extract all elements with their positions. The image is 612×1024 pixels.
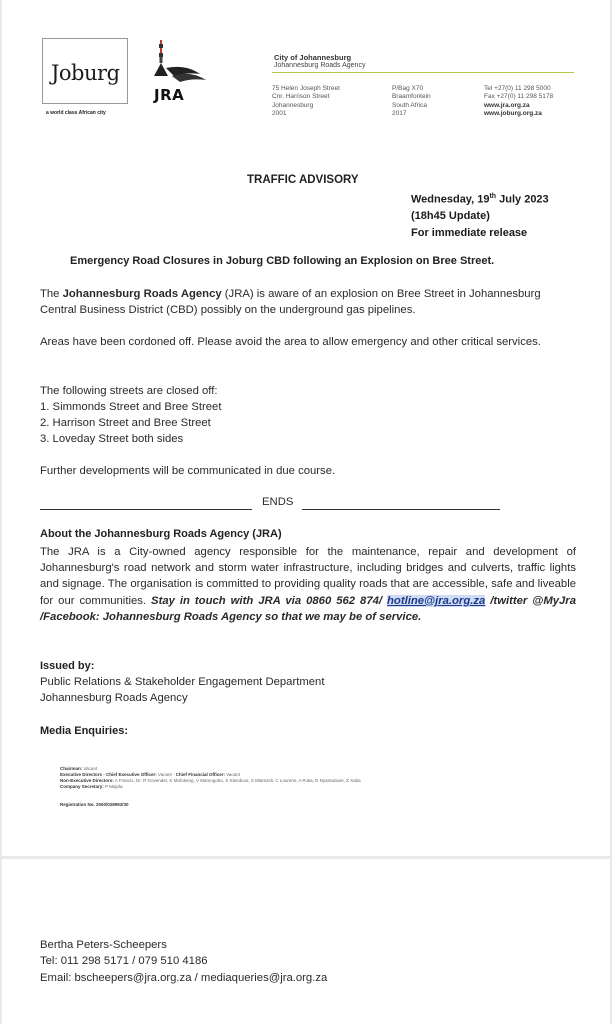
issued-agency: Johannesburg Roads Agency xyxy=(40,692,188,704)
fine-value: Vacant xyxy=(225,772,240,777)
contact-numbers xyxy=(484,85,553,118)
directors-fine-print xyxy=(60,766,361,790)
list-item: 1. Simmonds Street and Bree Street xyxy=(40,401,222,413)
postal-line: South Africa xyxy=(392,101,428,109)
contact-email[interactable]: Email: bscheepers@jra.org.za / mediaqueries@jra.org.za xyxy=(40,972,328,984)
developments-paragraph: Further developments will be communicated in due course. xyxy=(40,465,336,477)
address-line: 2001 xyxy=(272,109,287,117)
address-line: Cnr. Harrison Street xyxy=(272,93,330,101)
website-link[interactable]: www.joburg.org.za xyxy=(484,109,542,117)
fine-value: A Francis, Dr. R Govender, K Mofokeng, V Mamogobo, S Klembooi, S Mlamzeli, C Lourens, A Puka, D Nyamazane, Z Xaba xyxy=(113,778,361,783)
joburg-logo xyxy=(42,38,128,104)
ends-rule-left xyxy=(40,509,252,510)
media-enquiries-heading: Media Enquiries: xyxy=(40,725,129,737)
document-page-1 xyxy=(2,0,610,856)
issued-department: Public Relations & Stakeholder Engagement Department xyxy=(40,676,325,688)
fine-label: Executive Directors - Chief Executive Officer: xyxy=(60,772,157,777)
fine-label: Non-Executive Directors: xyxy=(60,778,114,783)
fine-label: Registration No. xyxy=(60,802,97,807)
letterhead-org: City of Johannesburg xyxy=(274,53,352,62)
address-line: 75 Helen Joseph Street xyxy=(272,85,340,92)
advisory-title: TRAFFIC ADVISORY xyxy=(247,174,359,186)
date-block xyxy=(411,189,549,241)
joburg-logo-text: Joburg xyxy=(51,61,120,85)
issued-heading: Issued by: xyxy=(40,660,95,672)
closures-list xyxy=(40,383,560,447)
date-suffix: th xyxy=(489,193,497,200)
list-item: 2. Harrison Street and Bree Street xyxy=(40,417,211,429)
joburg-tagline: a world class African city xyxy=(46,110,106,116)
text-run: The JRA is a City-owned agency responsible for the maintenance, repair and development of Johannesburg's road network and storm water infrastructure, including bridges and culverts, traffic lights and signage. The organisation is committed to providing quality roads that are accessible, safe and liveable for our communities. xyxy=(40,546,576,607)
update-time: (18h45 Update) xyxy=(411,210,490,223)
date-month-year: July 2023 xyxy=(496,193,549,206)
list-item: 3. Loveday Street both sides xyxy=(40,433,184,445)
letterhead-org-sub: Johannesburg Roads Agency xyxy=(274,62,366,69)
telephone-number: Tel +27(0) 11 298 5000 xyxy=(484,85,551,92)
contact-name: Bertha Peters-Scheepers xyxy=(40,939,167,951)
text-run: The xyxy=(40,288,63,300)
postal-line: Braamfontein xyxy=(392,93,431,101)
ends-rule-right xyxy=(302,509,500,510)
jra-logo-label: JRA xyxy=(154,86,185,104)
postal-address xyxy=(392,85,431,118)
headline: Emergency Road Closures in Joburg CBD following an Explosion on Bree Street. xyxy=(70,255,495,267)
fine-value: Vacant xyxy=(82,766,98,771)
address-line: Johannesburg xyxy=(272,101,314,109)
fine-label: Chief Financial Officer: xyxy=(175,772,225,777)
release-note: For immediate release xyxy=(411,226,528,239)
text-run: (JRA) is aware of an explosion on Bree Street in Johannesburg Central Business District (CBD) possibly on the underground gas pipelines. xyxy=(40,288,541,316)
postal-line: 2017 xyxy=(392,109,407,117)
hotline-email-link[interactable]: hotline@jra.org.za xyxy=(387,594,486,607)
fine-value: P Majola xyxy=(103,784,123,789)
cordon-paragraph: Areas have been cordoned off. Please avoid the area to allow emergency and other critical services. xyxy=(40,336,541,348)
contact-telephone: Tel: 011 298 5171 / 079 510 4186 xyxy=(40,955,208,967)
website-link[interactable]: www.jra.org.za xyxy=(484,101,530,109)
ends-marker xyxy=(40,496,500,512)
ends-label: ENDS xyxy=(262,496,294,508)
text-run: Stay in touch with JRA via 0860 562 874/ xyxy=(151,594,388,607)
date-day: Wednesday, 19 xyxy=(411,193,490,206)
closures-intro: The following streets are closed off: xyxy=(40,385,218,397)
about-heading: About the Johannesburg Roads Agency (JRA) xyxy=(40,528,282,540)
fine-value: Vacant - xyxy=(156,772,176,777)
document-page-2 xyxy=(2,859,610,1024)
fine-label: Chairman: xyxy=(60,766,83,771)
postal-line: P/Bag X70 xyxy=(392,85,424,92)
fine-label: Company Secretary: xyxy=(60,784,104,789)
intro-paragraph xyxy=(40,286,560,318)
fine-line xyxy=(60,784,361,790)
fine-value: 2000/028993/30 xyxy=(96,802,129,807)
about-paragraph xyxy=(40,544,576,625)
letterhead-divider xyxy=(272,72,574,73)
fax-number: Fax +27(0) 11 298 5178 xyxy=(484,93,554,101)
advisory-date xyxy=(411,189,549,208)
registration-number xyxy=(60,802,129,808)
street-address xyxy=(272,85,340,118)
text-run: /twitter @MyJra /Facebook: Johannesburg Roads Agency so that we may be of service. xyxy=(40,594,576,623)
agency-name: Johannesburg Roads Agency xyxy=(62,288,222,300)
